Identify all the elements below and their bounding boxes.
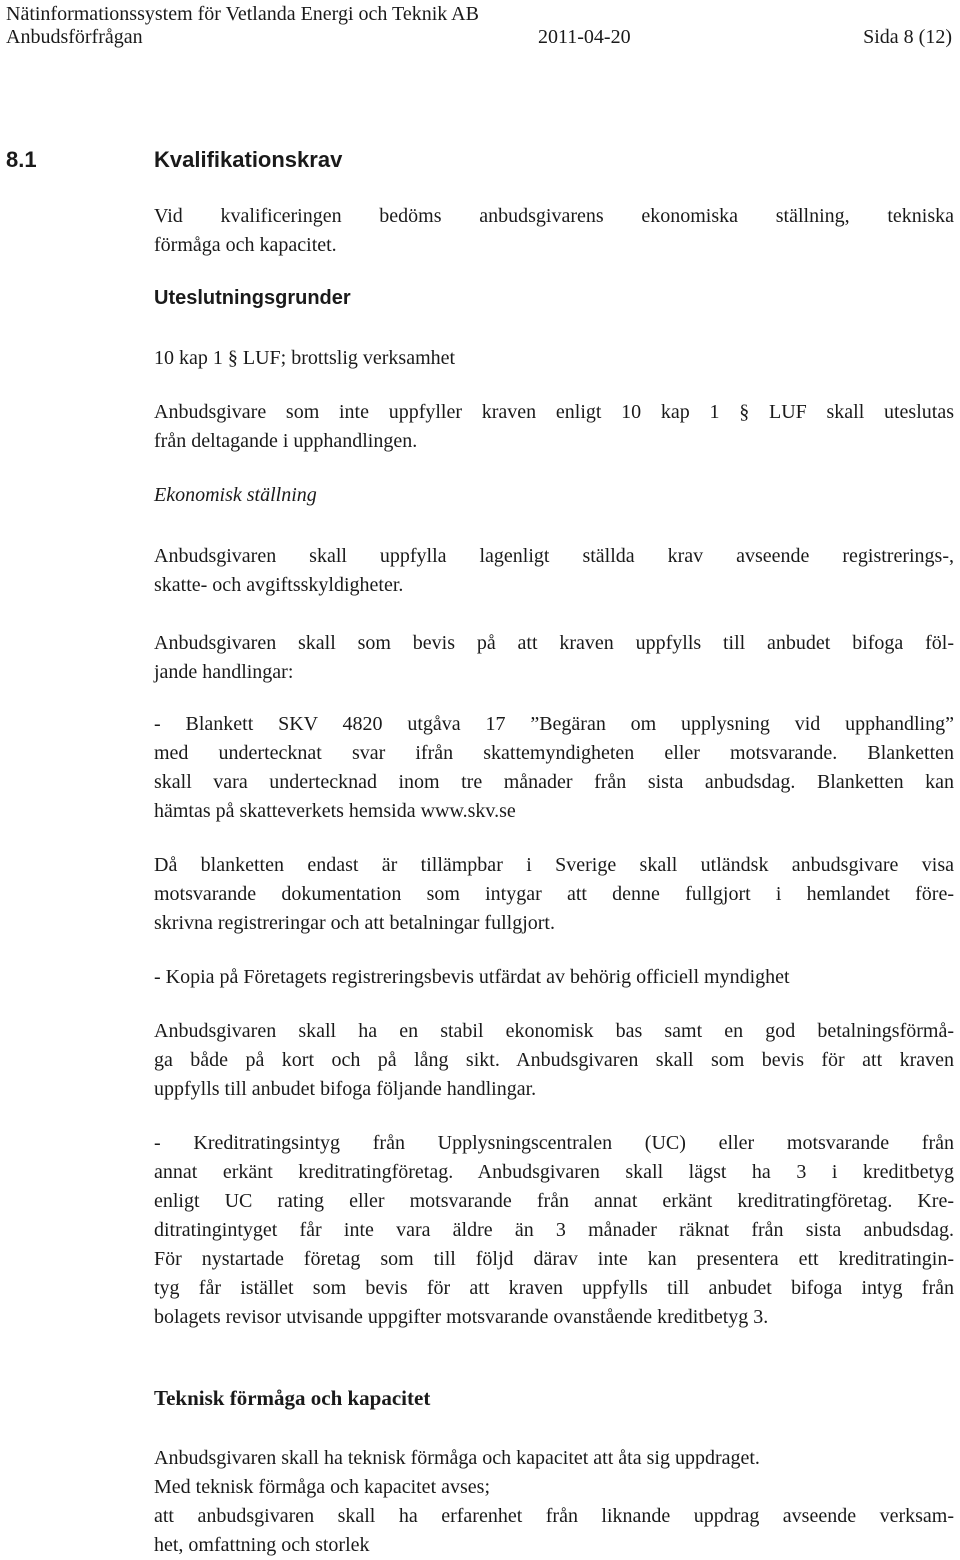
ekonomisk-paragraph-1 (154, 542, 954, 600)
text-line: För nystartade företag som till följd därav inte kan presentera ett kreditratingin- (154, 1248, 954, 1270)
section-heading (6, 146, 342, 174)
text-line: från deltagande i upphandlingen. (154, 430, 418, 452)
uteslutning-heading: Uteslutningsgrunder (154, 287, 351, 309)
text-line: Anbudsgivaren skall uppfylla lagenligt ställda krav avseende registrerings-, (154, 545, 954, 567)
text-line: het, omfattning och storlek (154, 1534, 370, 1556)
text-line: Anbudsgivaren skall som bevis på att kraven uppfylls till anbudet bifoga föl- (154, 632, 954, 654)
ekonomisk-paragraph-2 (154, 629, 954, 687)
text-line: skatte- och avgiftsskyldigheter. (154, 574, 404, 596)
text-line: uppfylls till anbudet bifoga följande handlingar. (154, 1078, 537, 1100)
ekonomisk-heading: Ekonomisk ställning (154, 484, 317, 506)
utlandsk-paragraph (154, 851, 954, 938)
text-line: skrivna registreringar och att betalningar fullgjort. (154, 912, 555, 934)
teknisk-paragraph (154, 1444, 954, 1560)
intro-paragraph (154, 202, 954, 260)
stabil-paragraph (154, 1017, 954, 1104)
uteslutning-paragraph (154, 398, 954, 456)
header-page-number: Sida 8 (12) (863, 26, 952, 48)
text-line: Vid kvalificeringen bedöms anbudsgivarens ekonomiska ställning, tekniska (154, 205, 954, 227)
text-line: 10 kap 1 § LUF; brottslig verksamhet (154, 347, 456, 369)
teknisk-heading: Teknisk förmåga och kapacitet (154, 1386, 431, 1410)
section-title: Kvalifikationskrav (154, 147, 343, 172)
header-document-type: Anbudsförfrågan (6, 26, 143, 48)
text-line: tyg får istället som bevis för att kraven uppfylls till anbudet bifoga intyg från (154, 1277, 954, 1299)
header-company: Nätinformationssystem för Vetlanda Energi och Teknik AB (6, 3, 479, 25)
header-date: 2011-04-20 (538, 26, 631, 48)
text-line: hämtas på skatteverkets hemsida www.skv.se (154, 800, 516, 822)
uteslutning-reference (154, 344, 954, 373)
section-number: 8.1 (6, 147, 37, 172)
text-line: förmåga och kapacitet. (154, 234, 337, 256)
text-line: - Kopia på Företagets registreringsbevis utfärdat av behörig officiell myndighet (154, 966, 790, 988)
text-line: - Kreditratingsintyg från Upplysningscentralen (UC) eller motsvarande från (154, 1132, 954, 1154)
text-line: Med teknisk förmåga och kapacitet avses; (154, 1476, 490, 1498)
text-line: ditratingintyget får inte vara äldre än 3 månader räknat från sista anbudsdag. (154, 1219, 954, 1241)
text-line: Då blanketten endast är tillämpbar i Sverige skall utländsk anbudsgivare visa (154, 854, 954, 876)
kredit-paragraph (154, 1129, 954, 1332)
text-line: Anbudsgivare som inte uppfyller kraven enligt 10 kap 1 § LUF skall uteslutas (154, 401, 954, 423)
kopia-paragraph (154, 963, 954, 992)
text-line: med undertecknat svar ifrån skattemyndigheten eller motsvarande. Blanketten (154, 742, 954, 764)
text-line: Anbudsgivaren skall ha en stabil ekonomisk bas samt en god betalningsförmå- (154, 1020, 954, 1042)
text-line: jande handlingar: (154, 661, 294, 683)
text-line: enligt UC rating eller motsvarande från annat erkänt kreditratingföretag. Kre- (154, 1190, 954, 1212)
text-line: Anbudsgivaren skall ha teknisk förmåga och kapacitet att åta sig uppdraget. (154, 1447, 760, 1469)
blankett-paragraph (154, 710, 954, 826)
text-line: skall vara undertecknad inom tre månader från sista anbudsdag. Blanketten kan (154, 771, 954, 793)
text-line: bolagets revisor utvisande uppgifter motsvarande ovanstående kreditbetyg 3. (154, 1306, 769, 1328)
text-line: ga både på kort och på lång sikt. Anbudsgivaren skall som bevis för att kraven (154, 1049, 954, 1071)
text-line: - Blankett SKV 4820 utgåva 17 ”Begäran om upplysning vid upphandling” (154, 713, 954, 735)
text-line: motsvarande dokumentation som intygar att denne fullgjort i hemlandet före- (154, 883, 954, 905)
text-line: att anbudsgivaren skall ha erfarenhet från liknande uppdrag avseende verksam- (154, 1505, 954, 1527)
text-line: annat erkänt kreditratingföretag. Anbudsgivaren skall lägst ha 3 i kreditbetyg (154, 1161, 954, 1183)
